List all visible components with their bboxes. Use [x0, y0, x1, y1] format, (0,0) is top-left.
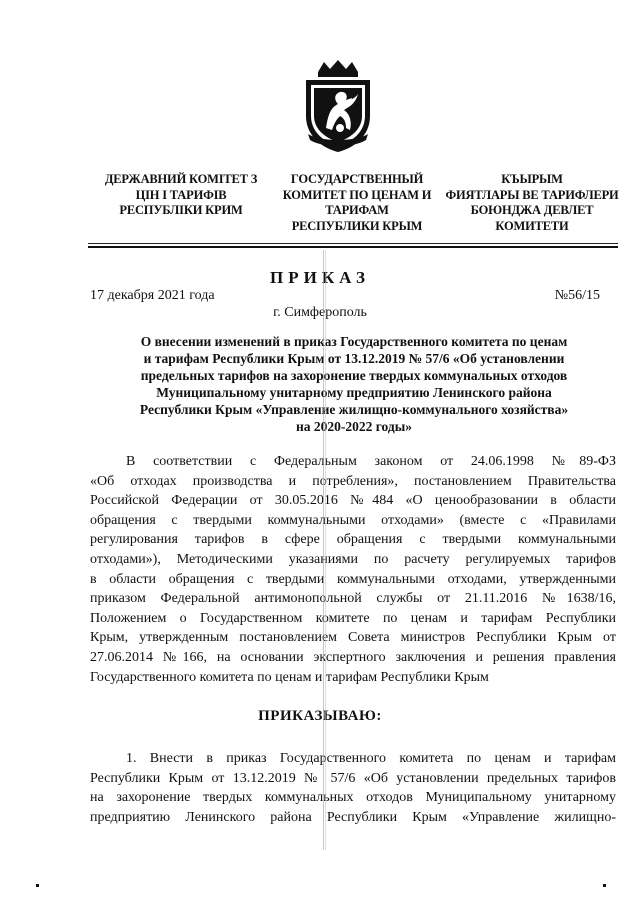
paragraph-line: Российской Федерации от 30.05.2016 №484 «О ценообразовании в области	[90, 493, 616, 509]
paragraph-line: В соответствии с Федеральным законом от 24.06.1998 №89-ФЗ	[126, 454, 616, 469]
header-line: ЦІН І ТАРИФІВ	[135, 187, 227, 202]
paragraph-line: на захоронение твердых коммунальных отходов Муниципальному унитарному	[90, 790, 616, 806]
header-crimean-tatar	[442, 172, 622, 234]
paragraph-line: предприятию Ленинского района Республики Крым «Управление жилищно-	[90, 809, 616, 825]
paragraph-line: приказом Федеральной антимонопольной службы от 21.11.2016 №1638/16,	[90, 591, 616, 607]
paragraph-line: 1. Внести в приказ Государственного комитета по ценам и тарифам	[126, 751, 616, 766]
subject-line: Муниципальному унитарному предприятию Ленинского района	[156, 385, 552, 400]
paragraph-line: Республики Крым от 13.12.2019 № 57/6 «Об установлении предельных тарифов	[90, 770, 616, 786]
header-line: БОЮНДЖА ДЕВЛЕТ	[470, 203, 594, 217]
header-divider-thick	[88, 246, 618, 248]
item-1-paragraph	[90, 749, 616, 827]
paragraph-line: Положением о Государственном комитете по ценам и тарифам Республики	[90, 610, 616, 626]
subject-line: Республики Крым «Управление жилищно-коммунального хозяйства»	[139, 402, 569, 417]
order-subject	[96, 333, 612, 435]
header-line: ФИЯТЛАРЫ ВЕ ТАРИФЛЕРИ	[445, 187, 619, 202]
header-line: ТАРИФАМ	[325, 203, 389, 217]
paragraph-line: регулирования тарифов в сфере обращения с твердыми коммунальными	[90, 532, 616, 548]
header-line: ДЕРЖАВНИЙ КОМІТЕТ З	[104, 172, 258, 186]
paragraph-line: «Об отходах производства и потребления», постановлением Правительства	[90, 473, 616, 489]
header-divider-thin	[88, 243, 618, 244]
subject-line: и тарифам Республики Крым от 13.12.2019 № 57/6 «Об установлении	[143, 351, 565, 366]
scan-registration-mark-icon	[598, 884, 606, 892]
header-line: КОМИТЕТ ПО ЦЕНАМ И	[282, 187, 432, 202]
header-line: РЕСПУБЛІКИ КРИМ	[119, 203, 243, 217]
paragraph-line: в области обращения с твердыми коммунальными отходами, утвержденными	[90, 571, 616, 587]
header-russian	[272, 172, 442, 234]
scan-fold-line	[323, 250, 326, 850]
subject-line: О внесении изменений в приказ Государственного комитета по ценам	[140, 334, 568, 349]
header-line: КЪЫРЫМ	[501, 172, 563, 186]
header-line: КОМИТЕТИ	[495, 218, 569, 233]
header-line: ГОСУДАРСТВЕННЫЙ	[290, 172, 424, 186]
order-date: 17 декабря 2021 года	[90, 288, 215, 303]
paragraph-line: обращения с твердыми коммунальными отходами» (вместе с «Правилами	[90, 512, 616, 528]
subject-line: предельных тарифов на захоронение твердых коммунальных отходов	[140, 368, 568, 383]
paragraph-line: Государственного комитета по ценам и тарифам Республики Крым	[90, 669, 489, 685]
paragraph-line: Крым, утвержденным постановлением Совета министров Республики Крым от	[90, 630, 616, 646]
preamble-paragraph	[90, 452, 616, 687]
decree-heading: ПРИКАЗЫВАЮ:	[258, 708, 382, 724]
header-line: РЕСПУБЛИКИ КРЫМ	[291, 218, 423, 233]
order-number: №56/15	[554, 288, 600, 303]
scan-registration-mark-icon	[36, 884, 44, 892]
crimea-coat-of-arms-icon	[300, 58, 376, 154]
document-title: ПРИКАЗ	[270, 268, 370, 287]
order-city: г. Симферополь	[273, 305, 367, 320]
paragraph-line: отходами»), Методическими указаниями по расчету регулируемых тарифов	[90, 551, 616, 567]
subject-line: на 2020-2022 годы»	[295, 419, 413, 434]
paragraph-line: 27.06.2014 №166, на основании экспертного заключения и решения правления	[90, 649, 616, 665]
header-ukrainian	[96, 172, 266, 219]
